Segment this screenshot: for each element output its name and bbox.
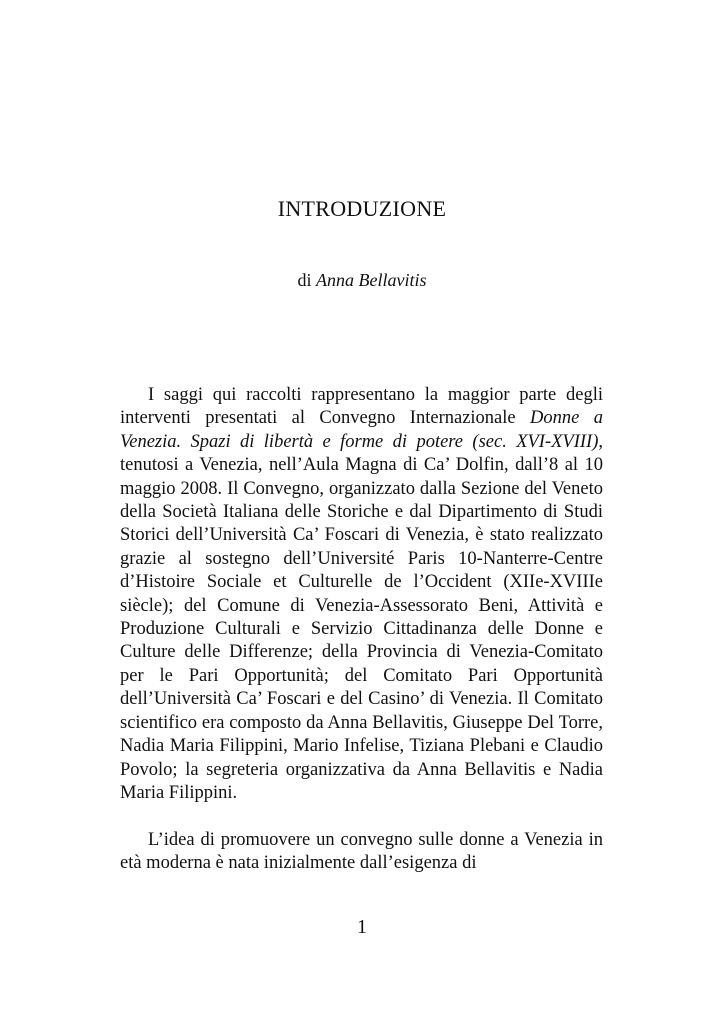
body-text <box>120 384 603 876</box>
byline-author: Anna Bellavitis <box>316 270 427 290</box>
byline-prefix: di <box>297 270 317 290</box>
paragraph-1-text-end: , tenutosi a Venezia, nell’Aula Magna di Ca’ Dolfin, dall’8 al 10 maggio 2008. Il Convegno, organizzato dalla Sezione del Veneto della Società Italiana delle Storiche e dal Dipartimento di Studi Storici dell’Università Ca’ Foscari di Venezia, è stato realizzato grazie al sostegno dell’Université Paris 10-Nanterre-Centre d’Histoire Sociale et Culturelle de l’Occident (XIIe-XVIIIe siècle); del Comune di Venezia-Assessorato Beni, Attività e Produzione Culturali e Servizio Cittadinanza delle Donne e Culture delle Differenze; della Provincia di Venezia-Comitato per le Pari Opportunità; del Comitato Pari Opportunità dell’Università Ca’ Foscari e del Casino’ di Venezia. Il Comitato scientifico era composto da Anna Bellavitis, Giuseppe Del Torre, Nadia Maria Filippini, Mario Infelise, Tiziana Plebani e Claudio Povolo; la segreteria organizzativa da Anna Bellavitis e Nadia Maria Filippini. <box>120 431 603 803</box>
paragraph-1 <box>120 384 603 805</box>
page-title: INTRODUZIONE <box>277 196 447 221</box>
paragraph-1-text-start: I saggi qui raccolti rappresentano la maggior parte degli interventi presentati al Convegno Internazionale <box>120 385 603 429</box>
paragraph-2: L’idea di promuovere un convegno sulle donne a Venezia in età moderna è nata inizialmente dall’esigenza di <box>120 829 603 874</box>
page-number: 1 <box>357 916 367 938</box>
byline <box>0 270 724 291</box>
conference-title: Donne a Venezia. Spazi di libertà e forme di potere (sec. XVI-XVIII) <box>120 408 603 452</box>
